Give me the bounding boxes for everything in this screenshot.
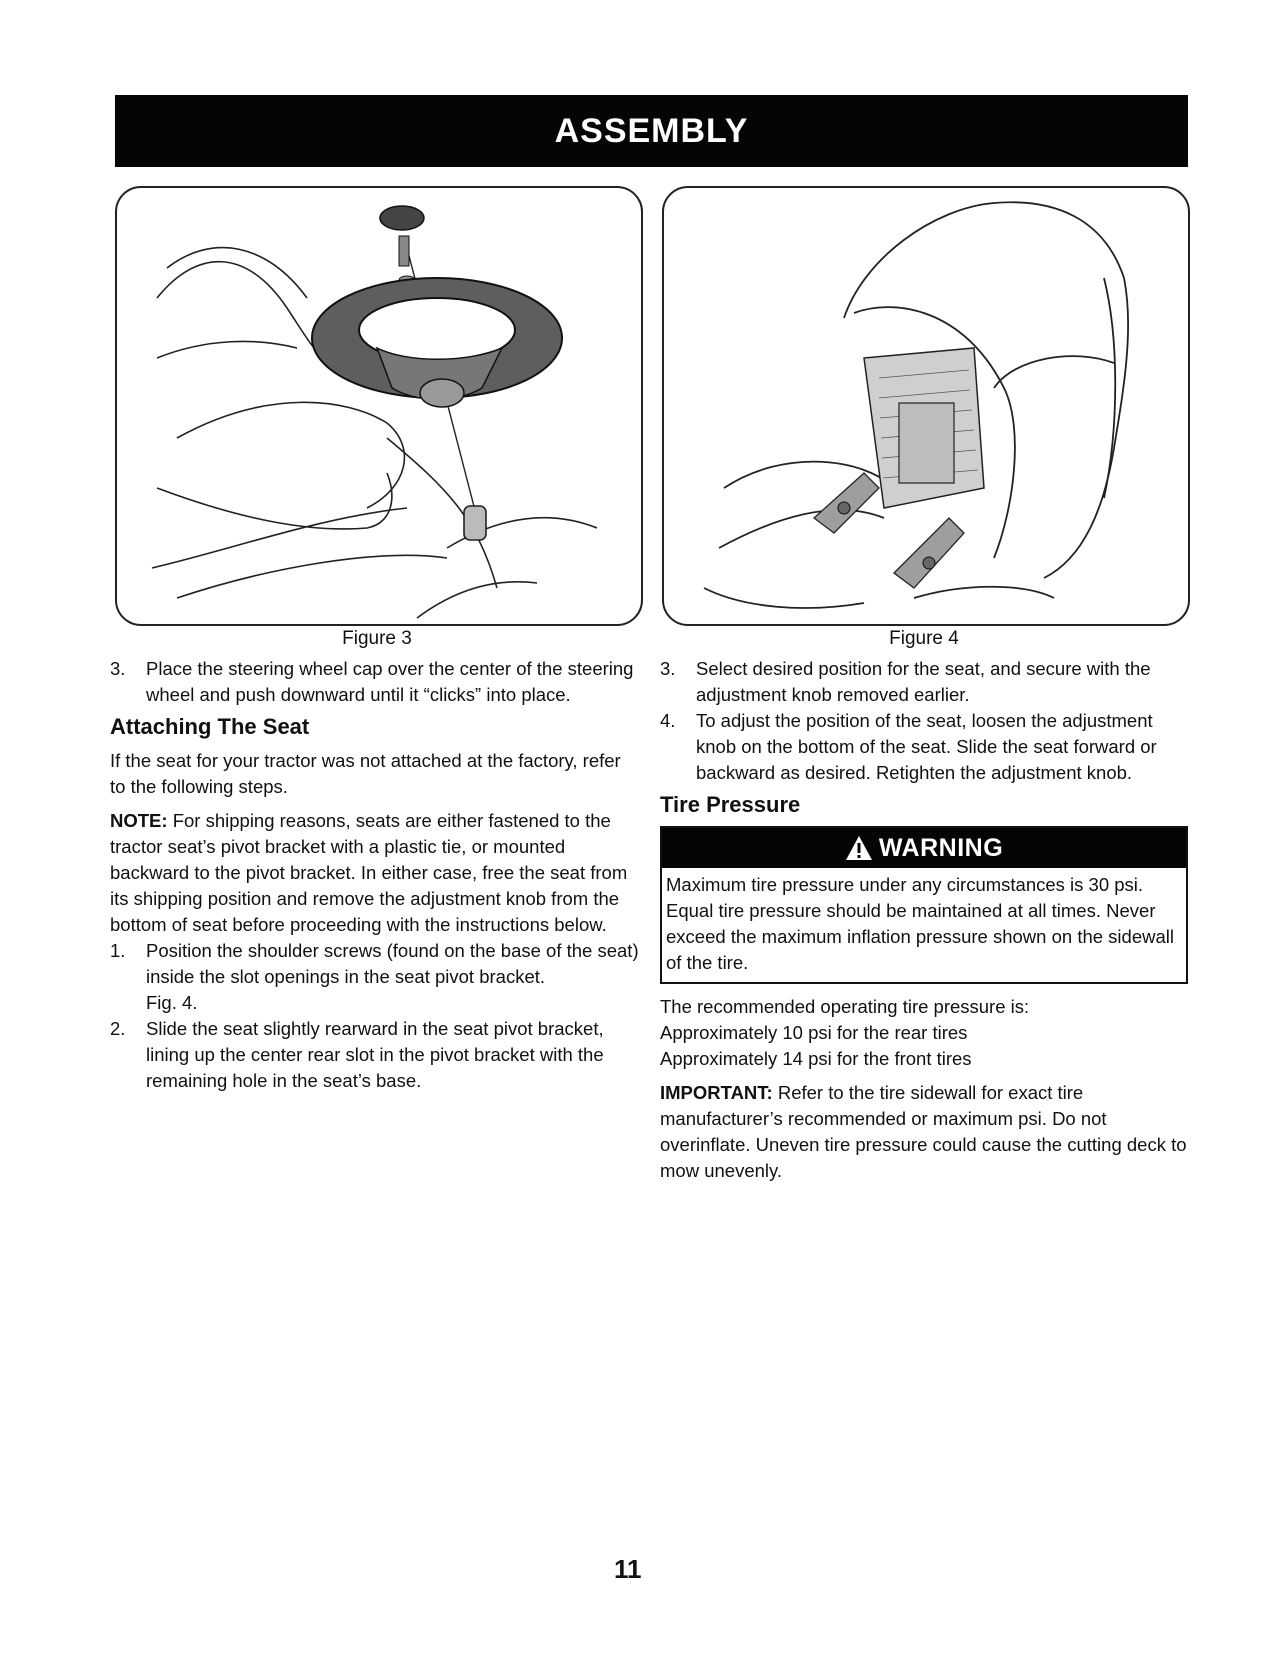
list-text: Place the steering wheel cap over the center of the steering wheel and push downward until it “clicks” into place. (146, 658, 634, 705)
figure-3-caption: Figure 3 (342, 628, 412, 649)
list-number: 4. (660, 710, 676, 731)
warning-title: WARNING (878, 834, 1004, 862)
warning-box (660, 826, 1188, 984)
warning-text: Maximum tire pressure under any circumstances is 30 psi. Equal tire pressure should be maintained at all times. Never exceed the maximum inflation pressure shown on the sidewall of the tire. (666, 874, 1174, 973)
list-text: Position the shoulder screws (found on the base of the seat) inside the slot openings in the seat pivot bracket. (146, 940, 639, 987)
important-label: IMPORTANT: (660, 1082, 773, 1103)
right-column (660, 656, 1188, 1184)
warning-triangle-icon (845, 834, 873, 862)
list-item (660, 656, 1188, 708)
list-number: 3. (110, 658, 126, 679)
rear-tire-pressure-text: Approximately 10 psi for the rear tires (660, 1022, 968, 1043)
section-header (115, 95, 1188, 167)
figure-4-illustration (662, 186, 1190, 626)
figure-reference: Fig. 4. (146, 992, 198, 1013)
attaching-seat-heading: Attaching The Seat (110, 714, 310, 739)
list-number: 1. (110, 940, 126, 961)
page-number: 11 (614, 1554, 642, 1584)
important-paragraph (660, 1080, 1188, 1184)
note-paragraph (110, 808, 640, 938)
list-item (110, 938, 640, 1016)
section-title: ASSEMBLY (554, 111, 749, 150)
figure-3-illustration (115, 186, 643, 626)
note-text: For shipping reasons, seats are either fastened to the tractor seat’s pivot bracket with a plastic tie, or mounted backward to the pivot bracket. In either case, free the seat from its shipping position and remove the adjustment knob from the bottom of seat before proceeding with the instructions below. (110, 810, 628, 935)
list-text: To adjust the position of the seat, loosen the adjustment knob on the bottom of the seat. Slide the seat forward or backward as desired. Retighten the adjustment knob. (696, 710, 1157, 783)
front-tire-pressure-text: Approximately 14 psi for the front tires (660, 1048, 972, 1069)
list-item (110, 656, 640, 708)
list-item (660, 708, 1188, 786)
tire-pressure-heading: Tire Pressure (660, 792, 801, 817)
note-label: NOTE: (110, 810, 168, 831)
list-number: 2. (110, 1018, 126, 1039)
list-text: Slide the seat slightly rearward in the seat pivot bracket, lining up the center rear slot in the pivot bracket with the remaining hole in the seat’s base. (146, 1018, 604, 1091)
intro-paragraph: If the seat for your tractor was not attached at the factory, refer to the following steps. (110, 750, 621, 797)
list-text: Select desired position for the seat, and secure with the adjustment knob removed earlier. (696, 658, 1151, 705)
left-column (110, 656, 640, 1094)
seat-bracket-illustration (664, 188, 1188, 624)
steering-wheel-illustration (117, 188, 641, 624)
important-text: Refer to the tire sidewall for exact tire manufacturer’s recommended or maximum psi. Do not overinflate. Uneven tire pressure could cause the cutting deck to mow unevenly. (660, 1082, 1187, 1181)
list-number: 3. (660, 658, 676, 679)
recommended-pressure-text: The recommended operating tire pressure is: (660, 996, 1030, 1017)
list-item (110, 1016, 640, 1094)
warning-header (662, 828, 1186, 868)
figure-4-caption: Figure 4 (889, 628, 959, 649)
